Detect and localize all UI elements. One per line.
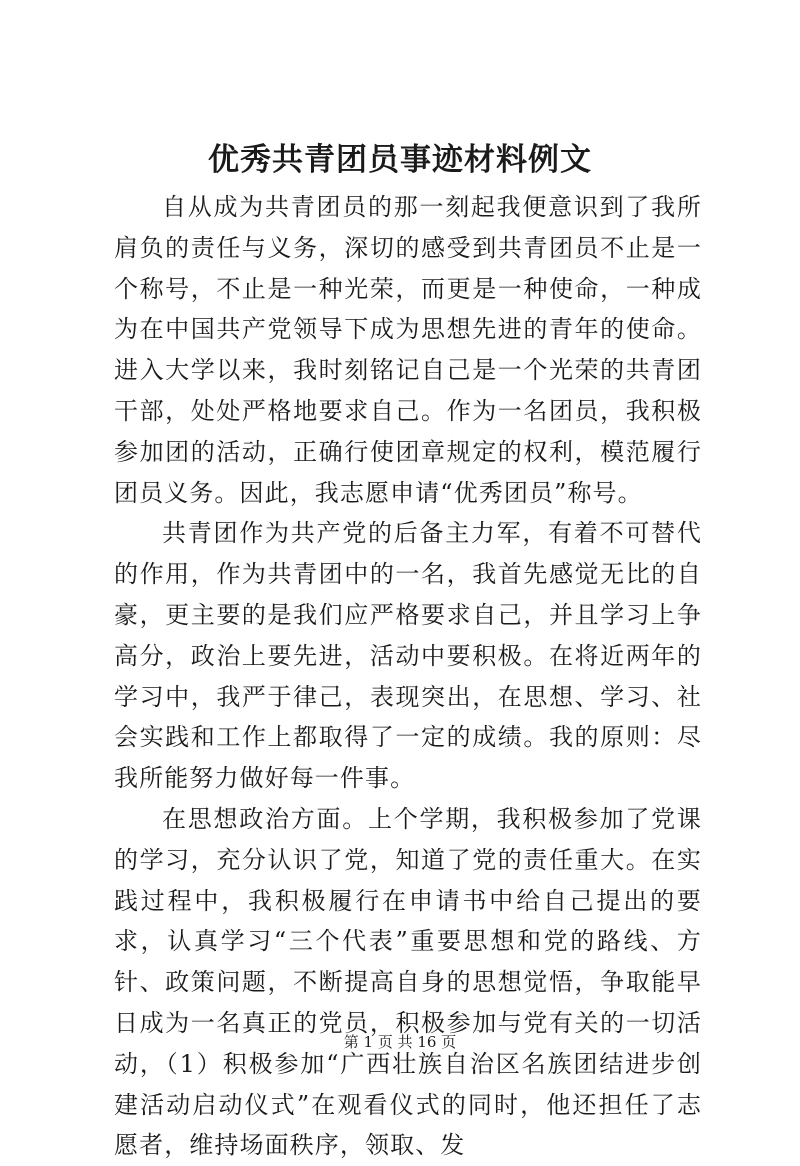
document-body [114, 187, 702, 1166]
paragraph-1: 自从成为共青团员的那一刻起我便意识到了我所肩负的责任与义务，深切的感受到共青团员不止是一个称号，不止是一种光荣，而更是一种使命，一种成为在中国共产党领导下成为思想先进的青年的使命。进入大学以来，我时刻铭记自己是一个光荣的共青团干部，处处严格地要求自己。作为一名团员，我积极参加团的活动，正确行使团章规定的权利，模范履行团员义务。因此，我志愿申请“优秀团员”称号。 [114, 193, 702, 507]
paragraph-2: 共青团作为共产党的后备主力军，有着不可替代的作用，作为共青团中的一名，我首先感觉无比的自豪，更主要的是我们应严格要求自己，并且学习上争高分，政治上要先进，活动中要积极。在将近两年的学习中，我严于律己，表现突出，在思想、学习、社会实践和工作上都取得了一定的成绩。我的原则：尽我所能努力做好每一件事。 [114, 519, 702, 793]
paragraph-3: 在思想政治方面。上个学期，我积极参加了党课的学习，充分认识了党，知道了党的责任重大。在实践过程中，我积极履行在申请书中给自己提出的要求，认真学习“三个代表”重要思想和党的路线、方针、政策问题，不断提高自身的思想觉悟，争取能早日成为一名真正的党员，积极参加与党有关的一切活动，（1）积极参加“广西壮族自治区名族团结进步创建活动启动仪式”在观看仪式的同时，他还担任了志愿者，维持场面秩序，领取、发 [114, 804, 702, 1160]
page-number-footer: 第 1 页 共 16 页 [343, 1033, 457, 1051]
document-title: 优秀共青团员事迹材料例文 [208, 142, 592, 178]
